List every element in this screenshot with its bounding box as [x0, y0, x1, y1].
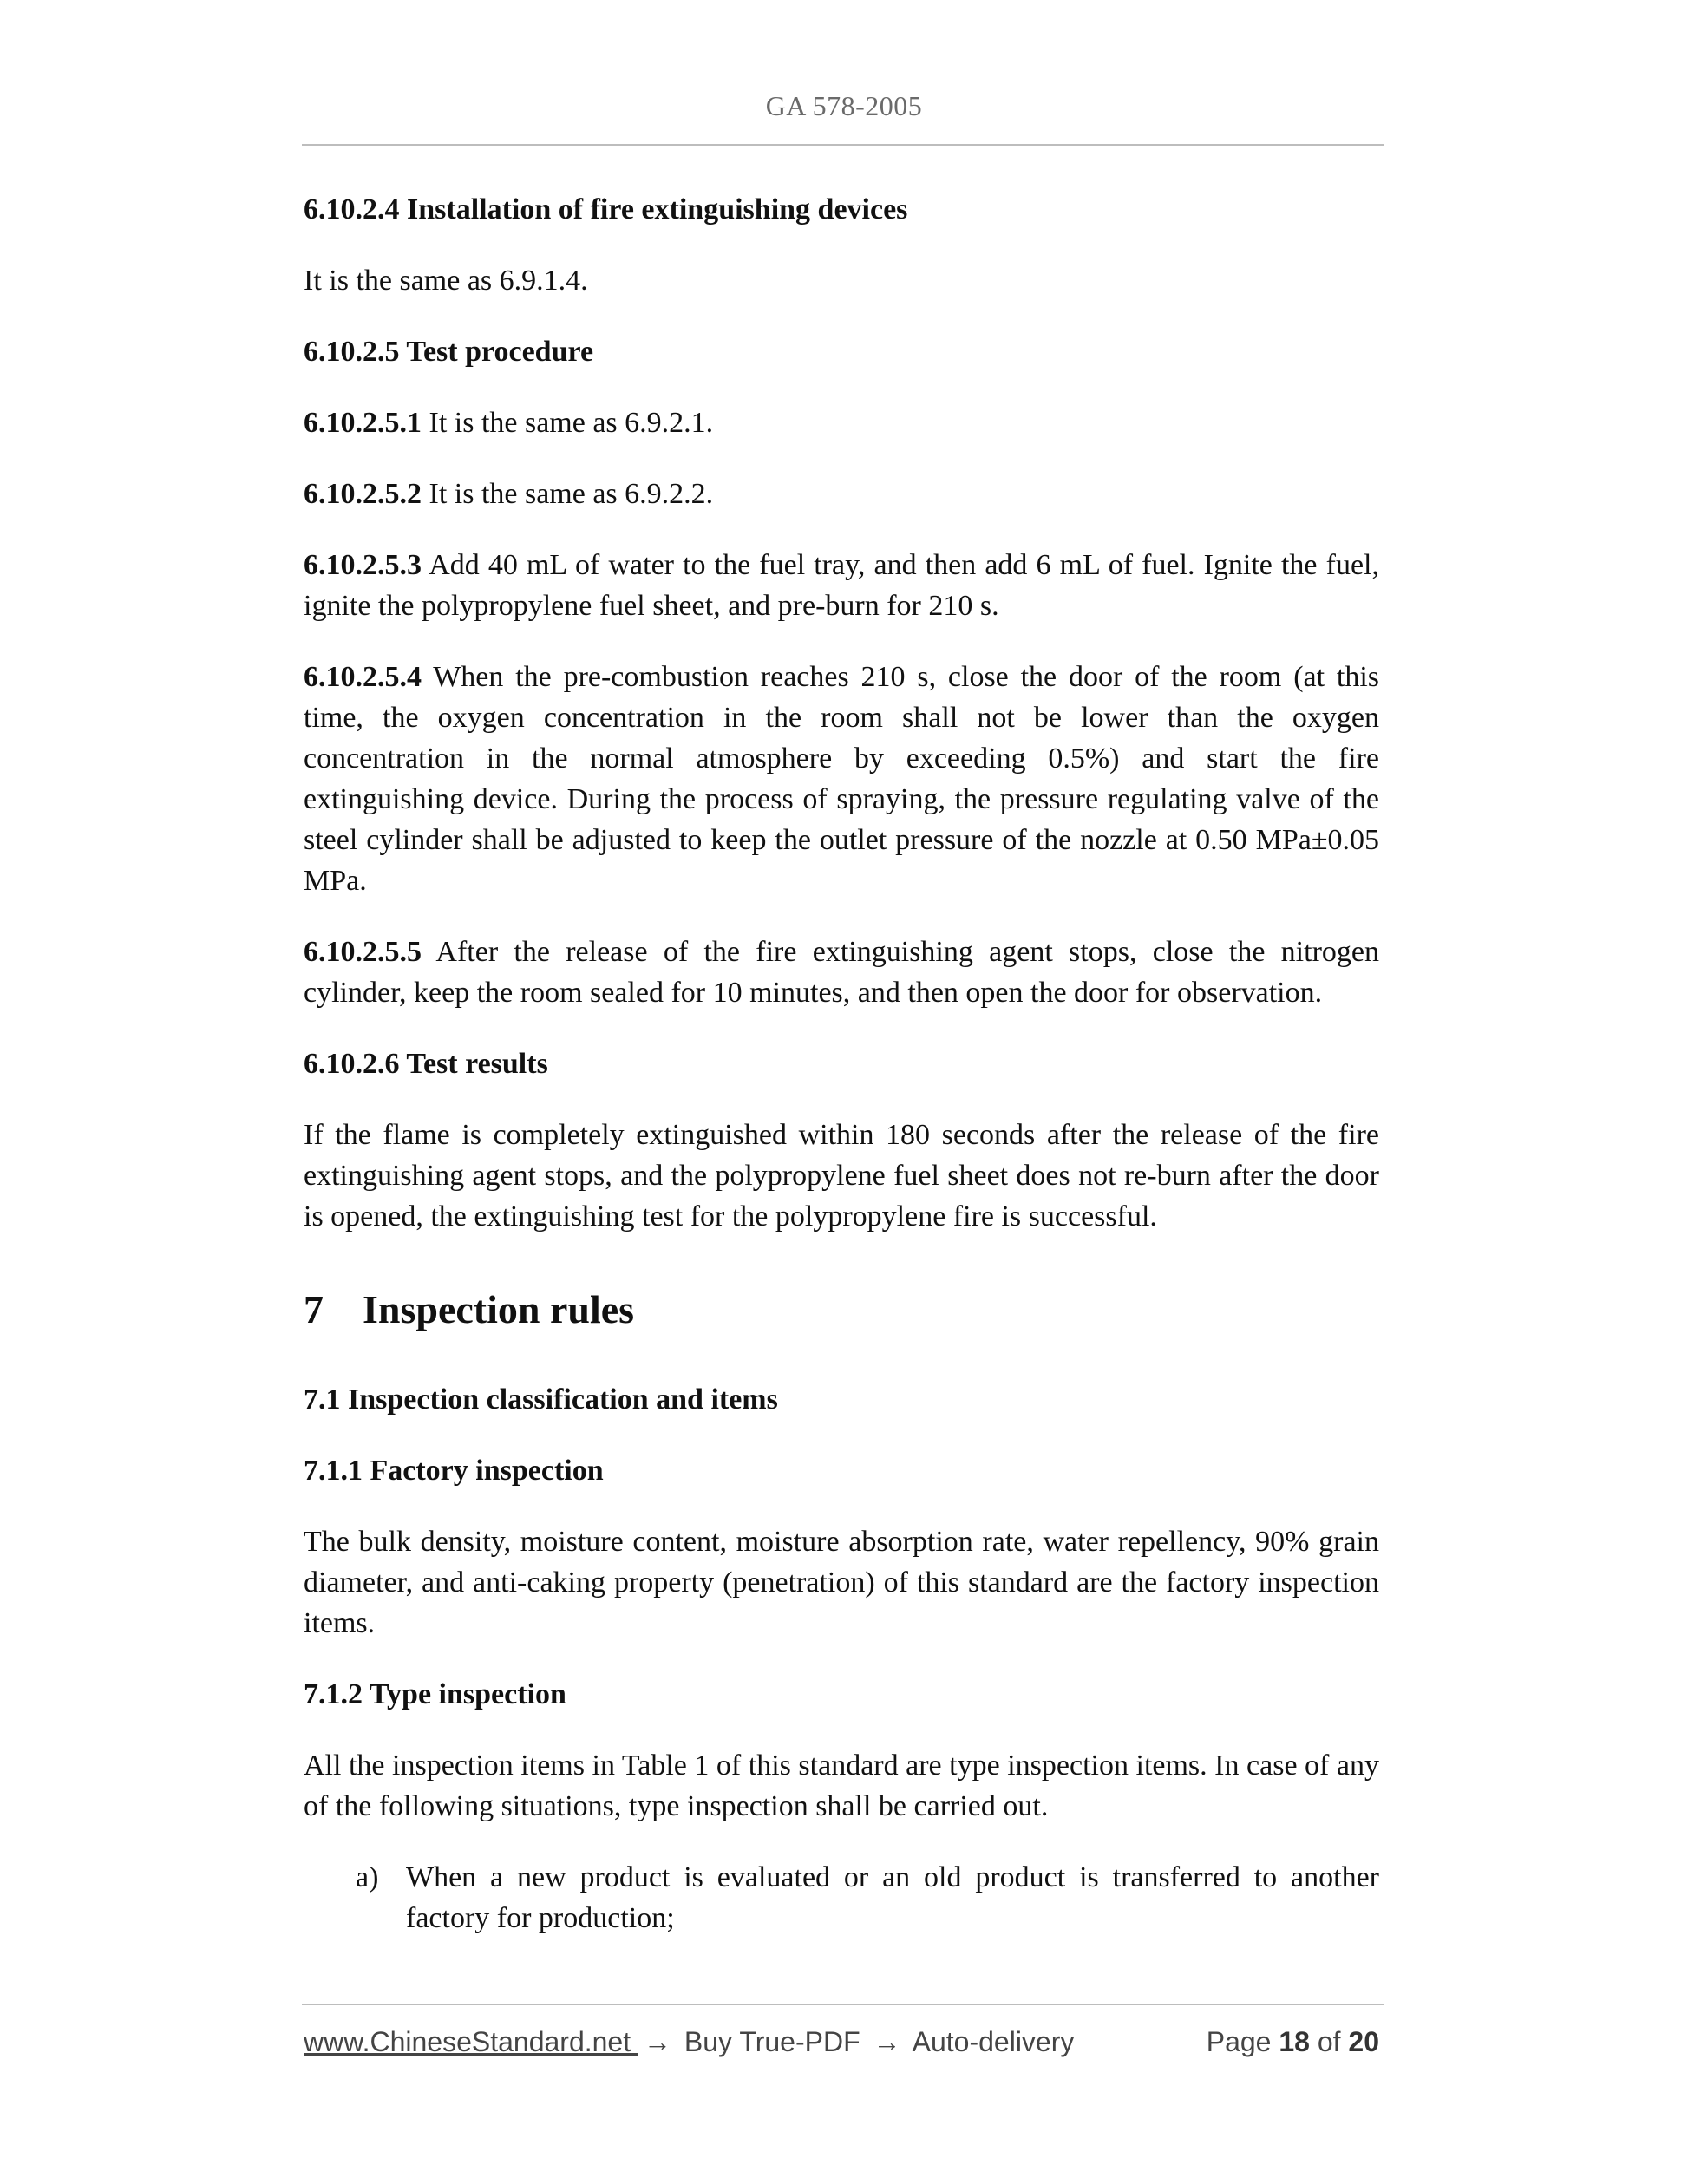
section-heading-6-10-2-5: 6.10.2.5 Test procedure — [304, 336, 594, 368]
section-heading-7-1-1: 7.1.1 Factory inspection — [304, 1455, 604, 1487]
page-footer — [304, 2026, 1379, 2058]
paragraph-6-10-2-4: It is the same as 6.9.1.4. — [304, 265, 588, 297]
paragraph-6-10-2-5-1 — [304, 402, 1379, 443]
paragraph-7-1-2: All the inspection items in Table 1 of this standard are type inspection items. In case of any of the following situations, type inspection shall be carried out. — [304, 1749, 1379, 1822]
clause-text: Add 40 mL of water to the fuel tray, and then add 6 mL of fuel. Ignite the fuel, ignite the polypropylene fuel sheet, and pre-burn for 210 s. — [304, 549, 1379, 622]
footer-left — [304, 2026, 1074, 2058]
document-body — [304, 189, 1379, 1939]
page-header: GA 578-2005 — [765, 90, 923, 121]
website-link[interactable]: www.ChineseStandard.net — [304, 2026, 638, 2057]
arrow-right-icon: → — [873, 2026, 901, 2057]
section-heading-6-10-2-6: 6.10.2.6 Test results — [304, 1048, 548, 1080]
clause-text: After the release of the fire extinguishing agent stops, close the nitrogen cylinder, keep the room sealed for 10 minutes, and then open the door for observation. — [304, 936, 1379, 1009]
list-item — [356, 1857, 1379, 1939]
paragraph-6-10-2-5-3 — [304, 545, 1379, 626]
chapter-heading-7 — [304, 1285, 1379, 1334]
page-current: 18 — [1279, 2026, 1310, 2057]
paragraph-6-10-2-5-2 — [304, 474, 1379, 514]
paragraph-6-10-2-5-5 — [304, 932, 1379, 1013]
page-label: Page — [1206, 2026, 1279, 2057]
footer-delivery-text: Auto-delivery — [906, 2026, 1075, 2057]
clause-number: 6.10.2.5.4 — [304, 661, 422, 693]
chapter-number: 7 — [304, 1287, 324, 1331]
footer-buy-text: Buy True-PDF — [677, 2026, 868, 2057]
paragraph-7-1-1: The bulk density, moisture content, moisture absorption rate, water repellency, 90% grain diameter, and anti-caking property (penetration) of this standard are the factory inspection items. — [304, 1526, 1379, 1639]
paragraph-6-10-2-5-4 — [304, 657, 1379, 901]
clause-number: 6.10.2.5.2 — [304, 478, 422, 510]
page-number — [1207, 2026, 1379, 2058]
page-total: 20 — [1348, 2026, 1379, 2057]
clause-text: It is the same as 6.9.2.1. — [422, 407, 714, 439]
section-heading-7-1-2: 7.1.2 Type inspection — [304, 1678, 566, 1710]
footer-divider — [302, 2004, 1384, 2005]
page-of: of — [1309, 2026, 1349, 2057]
clause-number: 6.10.2.5.5 — [304, 936, 422, 968]
clause-text: It is the same as 6.9.2.2. — [422, 478, 714, 510]
clause-text: When the pre-combustion reaches 210 s, close the door of the room (at this time, the oxygen concentration in the room shall not be lower than the oxygen concentration in the normal atmosphere by exceeding 0.5%) and start the fire extinguishing device. During the process of spraying, the pressure regulating valve of the steel cylinder shall be adjusted to keep the outlet pressure of the nozzle at 0.50 MPa±0.05 MPa. — [304, 661, 1379, 897]
list-marker: a) — [356, 1861, 379, 1893]
section-heading-6-10-2-4: 6.10.2.4 Installation of fire extinguishing devices — [304, 193, 908, 226]
header-divider — [302, 144, 1384, 146]
clause-number: 6.10.2.5.3 — [304, 549, 422, 581]
arrow-right-icon: → — [644, 2026, 671, 2057]
list-item-text: When a new product is evaluated or an old product is transferred to another factory for production; — [406, 1861, 1379, 1934]
clause-number: 6.10.2.5.1 — [304, 407, 422, 439]
section-heading-7-1: 7.1 Inspection classification and items — [304, 1383, 778, 1416]
paragraph-6-10-2-6: If the flame is completely extinguished within 180 seconds after the release of the fire extinguishing agent stops, and the polypropylene fuel sheet does not re-burn after the door is opened, the extinguishing test for the polypropylene fire is successful. — [304, 1119, 1379, 1233]
chapter-title: Inspection rules — [363, 1287, 635, 1331]
